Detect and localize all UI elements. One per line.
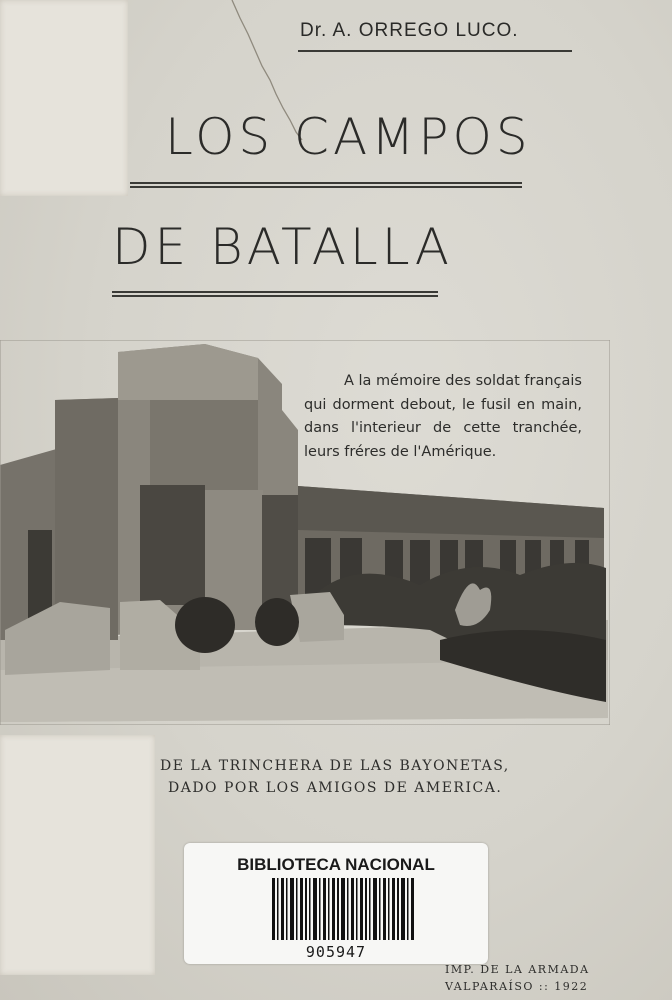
paper-repair-patch-bottom	[0, 735, 155, 975]
library-name: BIBLIOTECA NACIONAL	[237, 855, 435, 874]
title-line-1: LOS CAMPOS	[165, 108, 532, 166]
barcode	[272, 878, 414, 940]
dedication-text	[304, 370, 582, 464]
imprint-line-2: VALPARAÍSO :: 1922	[445, 980, 589, 993]
title-rule-2	[112, 291, 438, 297]
author-underline	[298, 50, 572, 52]
imprint-line-1: IMP. DE LA ARMADA	[445, 963, 590, 976]
title-rule-1	[130, 182, 522, 188]
catalog-number: 905947	[305, 943, 367, 961]
library-barcode-label	[184, 843, 488, 964]
author-name: Dr. A. ORREGO LUCO.	[300, 20, 519, 41]
dedication-line: dans l'interieur de cette tranchée,	[304, 420, 582, 436]
dedication-line: A la mémoire des soldat français	[343, 373, 582, 389]
photo-caption-line-2: DADO POR LOS AMIGOS DE AMERICA.	[168, 780, 503, 796]
photo-caption-line-1: DE LA TRINCHERA DE LAS BAYONETAS,	[160, 758, 510, 774]
dedication-line: leurs fréres de l'Amérique.	[304, 443, 497, 460]
dedication-line: qui dorment debout, le fusil en main,	[304, 396, 582, 413]
title-line-2: DE BATALLA	[112, 218, 453, 276]
